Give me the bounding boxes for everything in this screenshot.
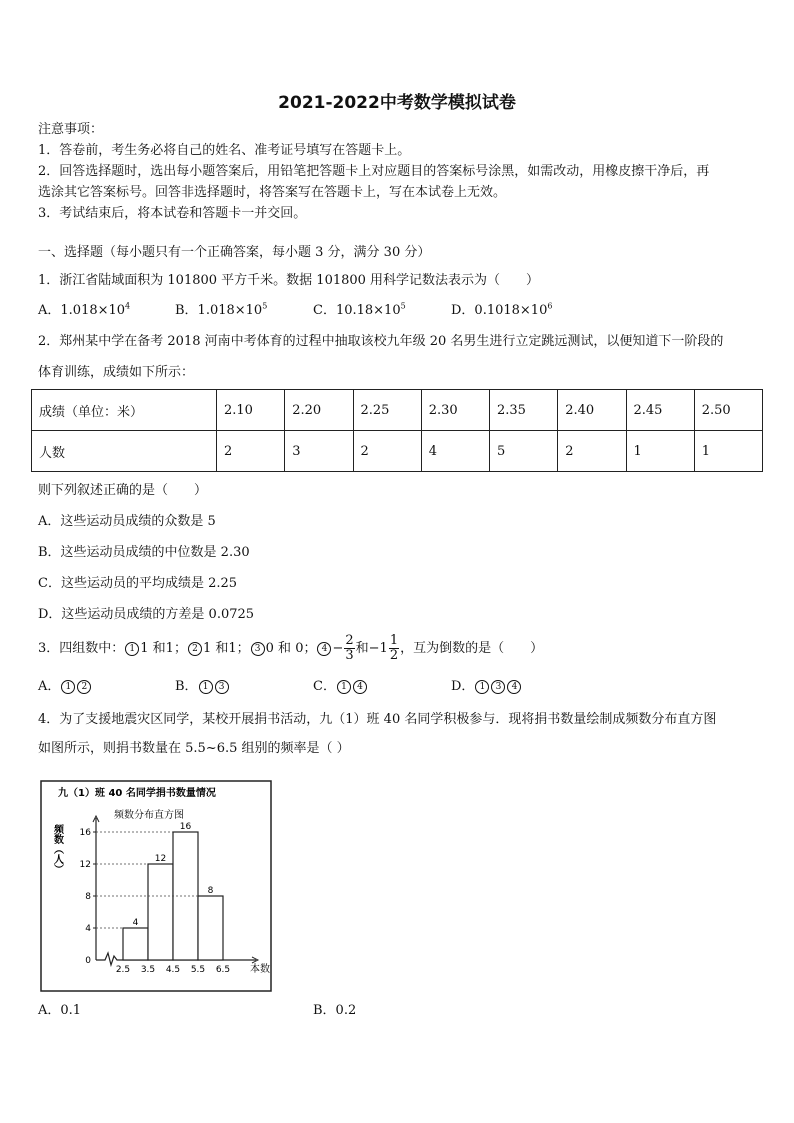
q3-stem: 3．四组数中： 1 1 和1； 2 1 和1； 3 0 和 0； 4 − $\frac{2}{3}$ 和−1 $\frac{1}{2}$ ，互为倒数的是（ ） (38, 633, 544, 663)
table-row-scores (32, 390, 763, 431)
fraction: $\frac{2}{3}$ (345, 633, 354, 663)
q3-option-d: D． 1 3 4 (451, 677, 522, 697)
notice-item-1: 1．答卷前，考生务必将自己的姓名、准考证号填写在答题卡上。 (38, 143, 411, 158)
q2-stem-b: 体育训练，成绩如下所示： (38, 365, 195, 380)
q4-option-b: B．0.2 (313, 1003, 357, 1018)
notice-item-2a: 2．回答选择题时，选出每小题答案后，用铅笔把答题卡上对应题目的答案标号涂黑，如需改动，用橡皮擦干净后，再 (38, 164, 710, 179)
q2-stem-a: 2．郑州某中学在备考 2018 河南中考体育的过程中抽取该校九年级 20 名男生进行立定跳远测试，以便知道下一阶段的 (38, 334, 724, 349)
table-header-counts: 人数 (32, 431, 217, 472)
table-cell: 2 (217, 431, 285, 472)
circled-number: 1 (125, 642, 139, 656)
table-cell: 4 (421, 431, 489, 472)
histogram-bar (123, 928, 148, 960)
table-cell: 1 (626, 431, 694, 472)
y-tick-label: 8 (85, 892, 91, 902)
q4-stem-b: 如图所示，则捐书数量在 5.5~6.5 组别的频率是（ ） (38, 741, 350, 756)
data-label: 12 (154, 854, 167, 864)
table-row-counts (32, 431, 763, 472)
table-cell: 2.40 (558, 390, 626, 431)
notice-item-3: 3．考试结束后，将本试卷和答题卡一并交回。 (38, 206, 307, 221)
q1-option-c: C．$10.18\times 10^5$ (313, 301, 406, 318)
x-tick-label: 3.5 (140, 965, 156, 975)
table-cell: 2.25 (353, 390, 421, 431)
data-label: 4 (132, 918, 139, 928)
x-axis-label: 本数 (250, 964, 270, 975)
score-table (31, 389, 763, 472)
data-label: 16 (179, 822, 192, 832)
y-axis-label: 频数（人） (51, 824, 63, 874)
table-cell: 2.50 (694, 390, 762, 431)
q1-option-b: B．$1.018\times 10^5$ (175, 301, 268, 318)
y-tick-label: 0 (85, 956, 91, 966)
y-tick-label: 4 (85, 924, 91, 934)
q2-question: 则下列叙述正确的是（ ） (38, 483, 208, 498)
q3-option-b: B． 1 3 (175, 677, 230, 697)
table-cell: 2.35 (490, 390, 558, 431)
q1-option-a: A．$1.018\times 10^4$ (38, 301, 131, 318)
data-label: 8 (207, 886, 214, 896)
q2-option-b: B．这些运动员成绩的中位数是 2.30 (38, 545, 250, 560)
page-title: 2021-2022中考数学模拟试卷 (278, 93, 516, 113)
q3-option-c: C． 1 4 (313, 677, 368, 697)
circled-number: 3 (251, 642, 265, 656)
table-cell: 3 (285, 431, 353, 472)
q4-option-a: A．0.1 (38, 1003, 82, 1018)
table-cell: 2 (353, 431, 421, 472)
q2-option-c: C．这些运动员的平均成绩是 2.25 (38, 576, 238, 591)
q1-stem: 1．浙江省陆域面积为 101800 平方千米。数据 101800 用科学记数法表示为（ ） (38, 273, 540, 288)
table-cell: 2.20 (285, 390, 353, 431)
x-tick-label: 2.5 (115, 965, 131, 975)
histogram-bar (198, 896, 223, 960)
q2-option-d: D．这些运动员成绩的方差是 0.0725 (38, 607, 255, 622)
histogram-figure (40, 780, 272, 992)
q4-stem-a: 4．为了支援地震灾区同学，某校开展捐书活动，九（1）班 40 名同学积极参与．现将捐书数量绘制成频数分布直方图 (38, 712, 717, 727)
q1-option-d: D．$0.1018\times 10^6$ (451, 301, 553, 318)
circled-number: 4 (317, 642, 331, 656)
notice-heading: 注意事项： (38, 122, 104, 137)
y-tick-label: 16 (79, 828, 91, 838)
notice-item-2b: 选涂其它答案标号。回答非选择题时，将答案写在答题卡上，写在本试卷上无效。 (38, 185, 507, 200)
table-cell: 2 (558, 431, 626, 472)
plot-area (80, 816, 270, 975)
table-cell: 2.45 (626, 390, 694, 431)
y-tick-label: 12 (79, 860, 91, 870)
fraction: $\frac{1}{2}$ (389, 633, 399, 663)
table-cell: 5 (490, 431, 558, 472)
x-tick-label: 4.5 (165, 965, 181, 975)
section-heading: 一、选择题（每小题只有一个正确答案，每小题 3 分，满分 30 分） (38, 245, 431, 260)
table-cell: 2.30 (421, 390, 489, 431)
x-tick-label: 5.5 (190, 965, 206, 975)
q3-option-a: A． 1 2 (38, 677, 92, 697)
table-cell: 1 (694, 431, 762, 472)
table-cell: 2.10 (217, 390, 285, 431)
chart-title: 九（1）班 40 名同学捐书数量情况 (58, 788, 216, 799)
x-tick-label: 6.5 (215, 965, 231, 975)
circled-number: 2 (188, 642, 202, 656)
histogram-bar (148, 864, 173, 960)
table-header-scores: 成绩（单位：米） (32, 390, 217, 431)
q2-option-a: A．这些运动员成绩的众数是 5 (38, 514, 216, 529)
chart-subtitle: 频数分布直方图 (114, 810, 184, 821)
